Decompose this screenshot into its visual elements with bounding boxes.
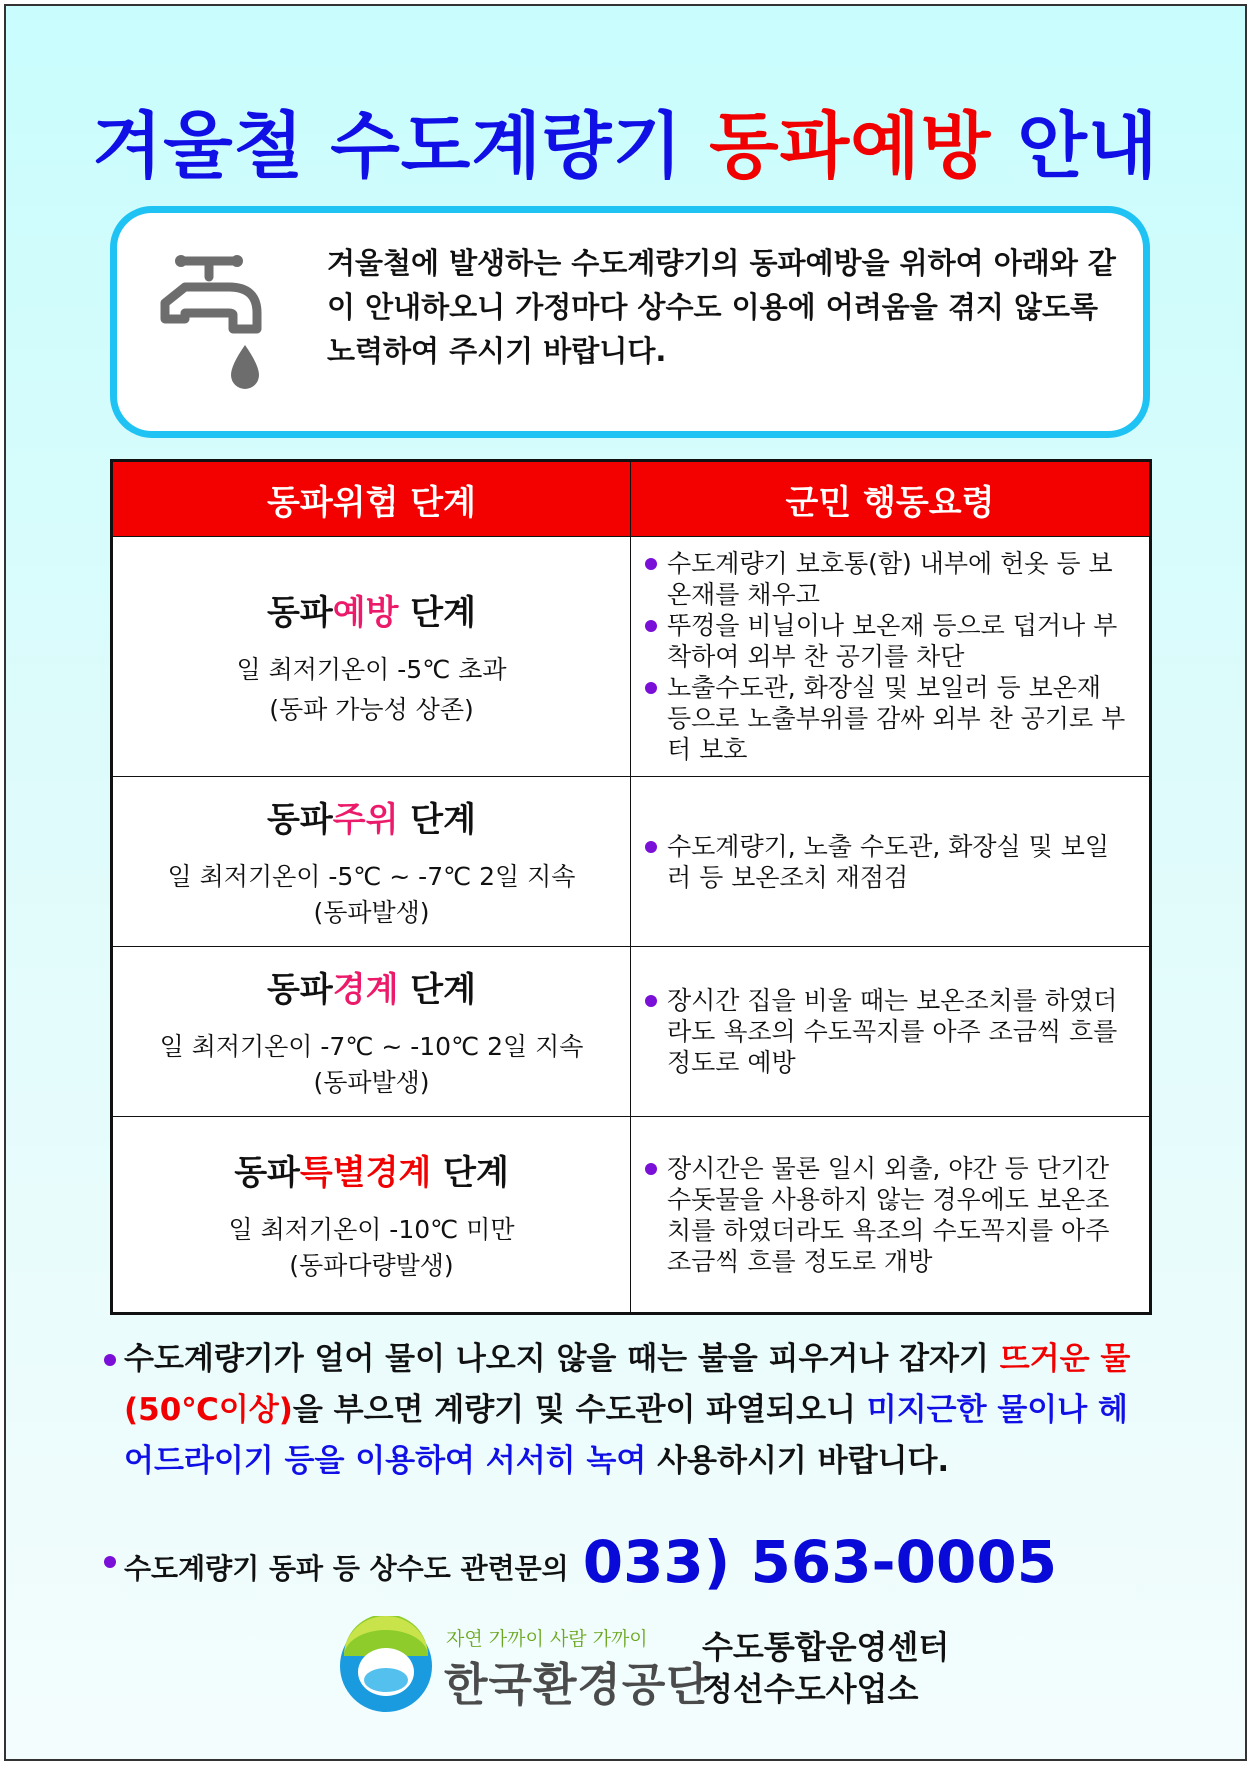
list-item: 수도계량기, 노출 수도관, 화장실 및 보일러 등 보온조치 재점검	[645, 831, 1127, 893]
action-cell	[631, 947, 1151, 1117]
stage-prefix: 동파	[234, 1153, 300, 1193]
title-highlight: 동파예방	[709, 104, 992, 188]
list-item: 장시간 집을 비울 때는 보온조치를 하였더라도 욕조의 수도꼭지를 아주 조금씩 흐를 정도로 예방	[645, 985, 1127, 1078]
stage-highlight: 경계	[332, 970, 399, 1010]
list-item: 수도계량기 보호통(함) 내부에 헌옷 등 보온재를 채우고	[645, 548, 1127, 610]
table-row	[112, 777, 1151, 947]
stage-cell	[112, 777, 631, 947]
stage-prefix: 동파	[267, 970, 333, 1010]
contact-label: 수도계량기 동파 등 상수도 관련문의	[124, 1552, 569, 1585]
stage-name	[114, 585, 629, 634]
intro-box	[110, 206, 1150, 438]
stage-note: (동파발생)	[313, 1068, 430, 1097]
stage-temperature: 일 최저기온이 -5℃ 초과	[236, 655, 507, 684]
stage-suffix: 단계	[398, 593, 476, 633]
thaw-notice	[104, 1334, 1154, 1487]
stage-highlight: 특별경계	[299, 1153, 432, 1193]
office-line-1: 수도통합운영센터	[702, 1628, 950, 1666]
organization-name: 한국환경공단	[444, 1658, 711, 1711]
stage-cell	[112, 1117, 631, 1314]
phone-number[interactable]: 033) 563-0005	[582, 1528, 1058, 1596]
notice-advice: 미지근한 물이나 헤어드라이기 등을 이용하여 서서히 녹여	[124, 1392, 1128, 1479]
bullet-dot	[104, 1354, 116, 1366]
stage-cell	[112, 947, 631, 1117]
stage-name	[114, 962, 629, 1011]
notice-text: 사용하시기 바랍니다.	[646, 1443, 950, 1479]
table-row	[112, 1117, 1151, 1314]
stage-suffix: 단계	[398, 970, 476, 1010]
stage-note: (동파다량발생)	[289, 1251, 454, 1280]
action-cell	[631, 537, 1151, 777]
stage-highlight: 주위	[332, 800, 399, 840]
table-header-row	[112, 461, 1151, 537]
title-part-3: 안내	[991, 104, 1159, 188]
stage-name	[114, 1145, 629, 1194]
bullet-dot	[104, 1556, 116, 1568]
page-title	[6, 104, 1245, 188]
stage-temperature: 일 최저기온이 -5℃ ~ -7℃ 2일 지속	[167, 862, 576, 891]
stage-suffix: 단계	[398, 800, 476, 840]
stage-note: (동파 가능성 상존)	[269, 695, 474, 724]
stage-note: (동파발생)	[313, 898, 430, 927]
stage-prefix: 동파	[267, 593, 333, 633]
title-part-1: 겨울철 수도계량기	[92, 104, 710, 188]
stage-temperature: 일 최저기온이 -10℃ 미만	[228, 1215, 515, 1244]
intro-text: 겨울철에 발생하는 수도계량기의 동파예방을 위하여 아래와 같이 안내하오니 가정마다 상수도 이용에 어려움을 겪지 않도록 노력하여 주시기 바랍니다.	[327, 246, 1116, 368]
stage-name	[114, 792, 629, 841]
poster	[4, 4, 1247, 1761]
stage-highlight: 예방	[332, 593, 399, 633]
list-item: 뚜껑을 비닐이나 보온재 등으로 덥거나 부착하여 외부 찬 공기를 차단	[645, 610, 1127, 672]
list-item: 장시간은 물론 일시 외출, 야간 등 단기간 수돗물을 사용하지 않는 경우에도 보온조치를 하였더라도 욕조의 수도꼭지를 아주 조금씩 흐를 정도로 개방	[645, 1153, 1127, 1277]
keco-logo-icon	[336, 1616, 436, 1716]
contact-line	[104, 1528, 1057, 1596]
office-line-2: 정선수도사업소	[702, 1670, 919, 1708]
stage-prefix: 동파	[267, 800, 333, 840]
notice-text: 을 부으면 계량기 및 수도관이 파열되오니	[292, 1392, 867, 1428]
table-row	[112, 947, 1151, 1117]
action-list	[645, 831, 1127, 893]
office-name	[702, 1626, 949, 1710]
header-risk-stage: 동파위험 단계	[112, 461, 631, 537]
stage-temperature: 일 최저기온이 -7℃ ~ -10℃ 2일 지속	[159, 1032, 584, 1061]
stage-table	[110, 459, 1152, 1315]
header-action-guide: 군민 행동요령	[631, 461, 1151, 537]
faucet-icon	[159, 253, 289, 403]
action-cell	[631, 777, 1151, 947]
table-row	[112, 537, 1151, 777]
action-list	[645, 548, 1127, 765]
action-list	[645, 1153, 1127, 1277]
slogan: 자연 가까이 사람 가까이	[446, 1628, 648, 1650]
stage-cell	[112, 537, 631, 777]
notice-text: 수도계량기가 얼어 물이 나오지 않을 때는 불을 피우거나 갑자기	[124, 1341, 1000, 1377]
action-list	[645, 985, 1127, 1078]
stage-suffix: 단계	[431, 1153, 509, 1193]
notice-warning: 뜨거운 물(50℃이상)	[124, 1341, 1131, 1428]
action-cell	[631, 1117, 1151, 1314]
list-item: 노출수도관, 화장실 및 보일러 등 보온재 등으로 노출부위를 감싸 외부 찬 공기로 부터 보호	[645, 672, 1127, 765]
